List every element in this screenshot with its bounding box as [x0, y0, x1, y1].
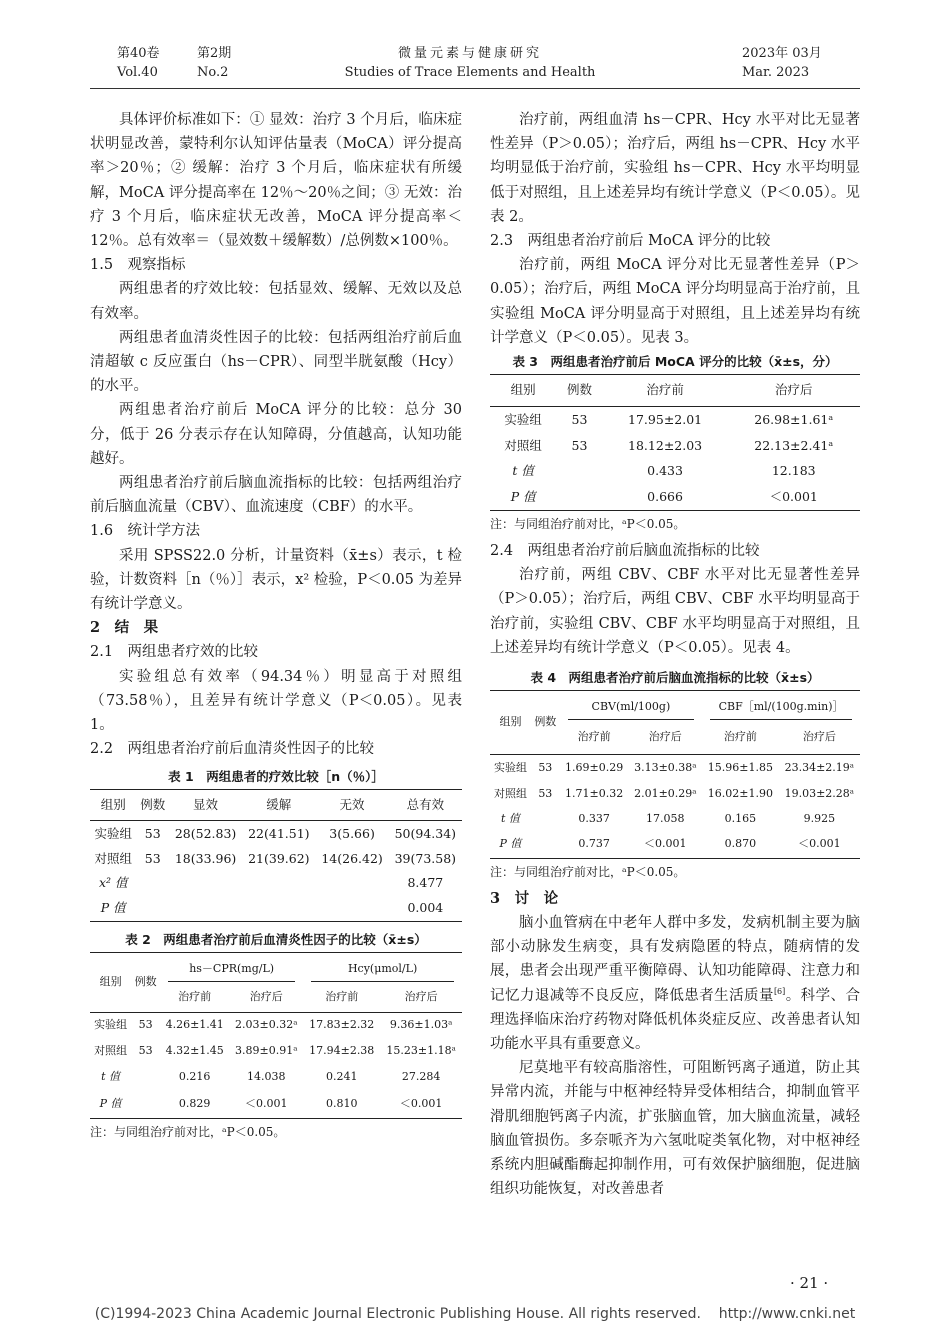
table-cell: 1.69±0.29 [565, 760, 624, 774]
inflammation-result-paragraph: 治疗前，两组血清 hs－CPR、Hcy 水平对比无显著性差异（P＞0.05）；治疗后，两组 hs－CPR、Hcy 水平均明显低于治疗前，实验组 hs－CPR、Hcy 水平均明显低于对照组，且上述差异均有统计学意义（P＜0.05）。见表 2。 [490, 112, 860, 225]
table4-cbv-header [560, 691, 702, 721]
section-2-1-heading: 2.1 两组患者疗效的比较 [90, 644, 259, 661]
table-cell: 53 [538, 760, 553, 774]
table-row [490, 407, 860, 434]
table-cell: 15.96±1.85 [707, 760, 773, 774]
table-cell: 0.241 [325, 1069, 358, 1083]
table-cell: 21(39.62) [248, 850, 310, 866]
table-cell: 3.89±0.91ᵃ [235, 1043, 298, 1057]
discussion-text-cont: 。科学、合理选择临床治疗药物对降低机体炎症反应、改善患者认知功能水平具有重要意义。 [490, 987, 861, 1052]
table-cell: 28(52.83) [174, 826, 237, 842]
table-cell: 3(5.66) [329, 826, 375, 842]
table1-header: 显效 [169, 790, 242, 821]
bloodflow-result-paragraph: 治疗前，两组 CBV、CBF 水平对比无显著性差异（P＞0.05）；治疗后，两组 CBV、CBF 水平均明显高于治疗前，实验组 CBV、CBF 水平均明显高于对照组，且上述差异均有统计学意义（P＜0.05）。见表 4。 [490, 567, 860, 656]
table-cell [531, 806, 560, 831]
table-cell: 1.71±0.32 [565, 786, 624, 800]
table-row [90, 1064, 462, 1090]
table-cell: ＜0.001 [629, 831, 703, 858]
table1-header: 例数 [136, 790, 168, 821]
table-cell: 39(73.58) [394, 850, 457, 866]
section-2-heading: 2 结 果 [90, 619, 159, 637]
table4-subheader: 治疗后 [779, 720, 860, 754]
table-row [90, 847, 462, 871]
table3-note: 注：与同组治疗前对比，ᵃP＜0.05。 [490, 517, 686, 532]
table4-caption: 表 4 两组患者治疗前后脑血流指标的比较（x̄±s） [530, 670, 820, 686]
table2-note: 注：与同组治疗前对比，ᵃP＜0.05。 [90, 1124, 286, 1139]
table3-caption: 表 3 两组患者治疗前后 MoCA 评分的比较（x̄±s，分） [512, 354, 838, 370]
observation-para-1: 两组患者的疗效比较：包括显效、缓解、无效以及总有效率。 [90, 281, 462, 322]
discussion-paragraph-2: 尼莫地平有较高脂溶性，可阻断钙离子通道，防止其异常内流，并能与中枢神经特异受体相结合，抑制血管平滑肌细胞钙离子内流，扩张脑血管，加大脑血流量，减轻脑血管损伤。多奈哌齐为六氢吡啶类氧化物，对中枢神经系统内胆碱酯酶起抑制作用，可有效保护脑细胞，促进脑组织功能恢复，对改善患者 [490, 1060, 860, 1198]
table-cell: 16.02±1.90 [707, 786, 773, 800]
header-center [330, 44, 610, 82]
table-row [90, 1038, 462, 1064]
table-row [490, 831, 860, 858]
table-cell: 9.36±1.03ᵃ [389, 1018, 453, 1032]
table-cell: 27.284 [401, 1069, 441, 1083]
table-cell: 对照组 [504, 437, 542, 453]
table4-note: 注：与同组治疗前对比，ᵃP＜0.05。 [490, 864, 686, 879]
criteria-paragraph: 具体评价标准如下：① 显效：治疗 3 个月后，临床症状明显改善，蒙特利尔认知评估量表（MoCA）评分提高率＞20％；② 缓解：治疗 3 个月后，临床症状有所缓解，MoCA 评分提高率在 12％～20％之间；③ 无效：治疗 3 个月后，临床症状无改善，MoCA 评分提高率＜12％。总有效率＝（显效数＋缓解数）/总例数×100％。 [90, 112, 462, 250]
table-cell: ＜0.001 [229, 1090, 303, 1118]
table2-subheader: 治疗后 [229, 982, 303, 1012]
right-column [490, 108, 860, 1201]
table-cell: 4.26±1.41 [165, 1018, 224, 1032]
table-row [490, 806, 860, 831]
table-cell: P 值 [490, 831, 531, 858]
table4-cbv-label: CBV(ml/100g) [568, 695, 694, 720]
table-cell: 22.13±2.41ᵃ [754, 437, 834, 453]
table-cell [242, 895, 315, 921]
copyright-footer: (C)1994-2023 China Academic Journal Electronic Publishing House. All rights reserved. http://www.cnki.net [94, 1306, 856, 1322]
table4-subheader: 治疗前 [702, 720, 779, 754]
observation-para-2: 两组患者血清炎性因子的比较：包括两组治疗前后血清超敏 c 反应蛋白（hs－CPR）、同型半胱氨酸（Hcy）的水平。 [90, 329, 462, 395]
table1-header: 无效 [315, 790, 388, 821]
page-number: · 21 · [790, 1274, 829, 1292]
section-1-5-heading: 1.5 观察指标 [90, 257, 186, 274]
table-cell: 2.03±0.32ᵃ [235, 1018, 298, 1032]
table-cell: 实验组 [94, 826, 132, 842]
table4-cbf-label: CBF［ml/(100g.min)］ [710, 695, 852, 720]
table1-header: 总有效 [389, 790, 462, 821]
table3 [490, 374, 860, 511]
table-cell: t 值 [501, 811, 520, 825]
table-cell: 0.216 [178, 1069, 211, 1083]
table-cell: 14(26.42) [321, 850, 383, 866]
header-right [742, 44, 822, 82]
left-column [90, 108, 462, 1147]
table-cell: 0.165 [724, 811, 757, 825]
table3-header: 治疗前 [603, 375, 728, 407]
table1-caption: 表 1 两组患者的疗效比较［n（％）］ [168, 769, 384, 785]
table-row [90, 871, 462, 895]
table-cell: 18(33.96) [174, 850, 237, 866]
table3-header: 组别 [490, 375, 556, 407]
table-cell: 17.83±2.32 [309, 1018, 375, 1032]
table-cell: P 值 [90, 895, 136, 921]
table-cell: x² 值 [98, 875, 128, 891]
table-cell [169, 895, 242, 921]
section-2-3-heading: 2.3 两组患者治疗前后 MoCA 评分的比较 [490, 233, 771, 250]
discussion-paragraph-1 [490, 911, 860, 1056]
section-3-heading: 3 讨 论 [490, 889, 559, 907]
journal-title-en: Studies of Trace Elements and Health [344, 65, 596, 80]
table2-hcy-label: Hcy(μmol/L) [311, 957, 454, 982]
section-1-6-heading: 1.6 统计学方法 [90, 523, 201, 540]
table-row [490, 754, 860, 781]
table-cell: 53 [144, 850, 161, 866]
table-cell: 17.94±2.38 [309, 1043, 375, 1057]
table-cell: 2.01±0.29ᵃ [634, 786, 697, 800]
table-cell: 0.337 [578, 811, 610, 825]
table-cell: 17.058 [646, 811, 685, 825]
table2 [90, 952, 462, 1119]
table-cell: 14.038 [247, 1069, 286, 1083]
table3-header: 治疗后 [727, 375, 860, 407]
table-cell: ＜0.001 [727, 484, 860, 511]
table1-header: 组别 [90, 790, 136, 821]
table-cell: 0.666 [603, 484, 728, 511]
table-cell [131, 1090, 160, 1118]
table-cell: 19.03±2.28ᵃ [784, 786, 855, 800]
table-cell: 53 [138, 1043, 153, 1057]
table2-hcy-header [303, 952, 462, 982]
volume-cn: 第40卷 [117, 46, 160, 61]
observation-para-4: 两组患者治疗前后脑血流指标的比较：包括两组治疗前后脑血流量（CBV）、血流速度（CBF）的水平。 [90, 475, 462, 516]
table4-subheader: 治疗后 [629, 720, 703, 754]
table-cell: ＜0.001 [380, 1090, 462, 1118]
table-cell: 对照组 [493, 786, 527, 800]
table4-n-header: 例数 [531, 691, 560, 755]
table-row [90, 895, 462, 921]
table-cell: 53 [138, 1018, 153, 1032]
table-cell: 12.183 [771, 462, 816, 478]
header-left [117, 44, 231, 82]
table-cell: 23.34±2.19ᵃ [784, 760, 855, 774]
table-cell: 53 [571, 437, 588, 453]
table4 [490, 690, 860, 859]
table2-subheader: 治疗前 [160, 982, 229, 1012]
table2-subheader: 治疗后 [380, 982, 462, 1012]
table-cell: 3.13±0.38ᵃ [634, 760, 697, 774]
table-cell [136, 895, 168, 921]
citation-ref: [6] [773, 986, 786, 996]
table-cell: 实验组 [493, 760, 527, 774]
moca-result-paragraph: 治疗前，两组 MoCA 评分对比无显著性差异（P＞0.05）；治疗后，两组 MoCA 评分均明显高于治疗前，且实验组 MoCA 评分明显高于对照组，且上述差异均有统计学意义（P＜0.05）。见表 3。 [490, 257, 860, 346]
table-cell: 53 [571, 412, 588, 428]
table4-cbf-header [702, 691, 860, 721]
table-cell: 18.12±2.03 [628, 437, 703, 453]
statistics-paragraph: 采用 SPSS22.0 分析，计量资料（x̄±s）表示，t 检验，计数资料［n（％）］表示，x² 检验，P＜0.05 为差异有统计学意义。 [90, 547, 462, 613]
table-cell: 8.477 [407, 875, 444, 891]
table-cell: t 值 [101, 1069, 121, 1083]
table3-header: 例数 [556, 375, 602, 407]
table-cell: 53 [144, 826, 161, 842]
date-cn: 2023年 03月 [742, 46, 822, 61]
table-row [90, 1012, 462, 1038]
table-cell: 对照组 [94, 1043, 128, 1057]
table-cell [169, 871, 242, 895]
table-row [90, 1090, 462, 1118]
issue-en: No.2 [197, 65, 229, 80]
table-cell: 0.004 [389, 895, 462, 921]
table-cell [131, 1064, 160, 1090]
table-cell: 53 [538, 786, 553, 800]
observation-para-3: 两组患者治疗前后 MoCA 评分的比较：总分 30 分，低于 26 分表示存在认知障碍，分值越高，认知功能越好。 [90, 402, 462, 467]
table2-hscrp-header [160, 952, 303, 982]
table-cell [315, 895, 388, 921]
table-row [490, 459, 860, 484]
table-cell: 实验组 [504, 412, 542, 428]
table-cell: 对照组 [94, 850, 132, 866]
table-cell [315, 871, 388, 895]
table2-hscrp-label: hs－CPR(mg/L) [168, 957, 295, 982]
table-cell: 0.829 [160, 1090, 229, 1118]
table-cell [556, 459, 602, 484]
journal-title-cn: 微量元素与健康研究 [397, 46, 542, 61]
issue-cn: 第2期 [197, 46, 232, 61]
table4-subheader: 治疗前 [560, 720, 629, 754]
table-cell: 50(94.34) [394, 826, 457, 842]
table-cell [556, 484, 602, 511]
table-row [490, 434, 860, 459]
table2-subheader: 治疗前 [303, 982, 380, 1012]
table1-header: 缓解 [242, 790, 315, 821]
header-rule [90, 88, 860, 89]
table1 [90, 789, 462, 921]
table-cell: ＜0.001 [779, 831, 860, 858]
table-cell: 0.737 [560, 831, 629, 858]
table-cell: 22(41.51) [248, 826, 310, 842]
table-row [90, 821, 462, 847]
table-cell: 0.870 [702, 831, 779, 858]
table2-n-header: 例数 [131, 952, 160, 1012]
table-cell [531, 831, 560, 858]
table-cell: P 值 [90, 1090, 131, 1118]
efficacy-paragraph: 实验组总有效率（94.34％）明显高于对照组（73.58％），且差异有统计学意义（P＜0.05）。见表 1。 [90, 668, 462, 734]
table2-caption: 表 2 两组患者治疗前后血清炎性因子的比较（x̄±s） [125, 931, 427, 947]
section-2-4-heading: 2.4 两组患者治疗前后脑血流指标的比较 [490, 543, 760, 560]
discussion-text: 脑小血管病在中老年人群中多发，发病机制主要为脑部小动脉发生病变，具有发病隐匿的特点，随病情的发展，患者会出现严重平衡障碍、认知功能障碍、注意力和记忆力退减等不良反应，降低患者生活质量 [490, 914, 860, 1004]
table-cell [136, 871, 168, 895]
table-cell: 0.810 [303, 1090, 380, 1118]
volume-en: Vol.40 [117, 65, 158, 80]
table-cell: 26.98±1.61ᵃ [754, 412, 834, 428]
table-cell: P 值 [490, 484, 556, 511]
table-cell: 9.925 [803, 811, 836, 825]
section-2-2-heading: 2.2 两组患者治疗前后血清炎性因子的比较 [90, 741, 375, 758]
table-row [490, 484, 860, 511]
date-en: Mar. 2023 [742, 65, 810, 80]
table-cell: 15.23±1.18ᵃ [386, 1043, 456, 1057]
table-cell: 4.32±1.45 [165, 1043, 224, 1057]
table-row [490, 781, 860, 806]
table4-group-header: 组别 [490, 691, 531, 755]
table-cell: 17.95±2.01 [628, 412, 703, 428]
table2-group-header: 组别 [90, 952, 131, 1012]
table-cell: 实验组 [94, 1018, 128, 1032]
table-cell: t 值 [512, 462, 534, 478]
table-cell [242, 871, 315, 895]
table-cell: 0.433 [647, 462, 683, 478]
